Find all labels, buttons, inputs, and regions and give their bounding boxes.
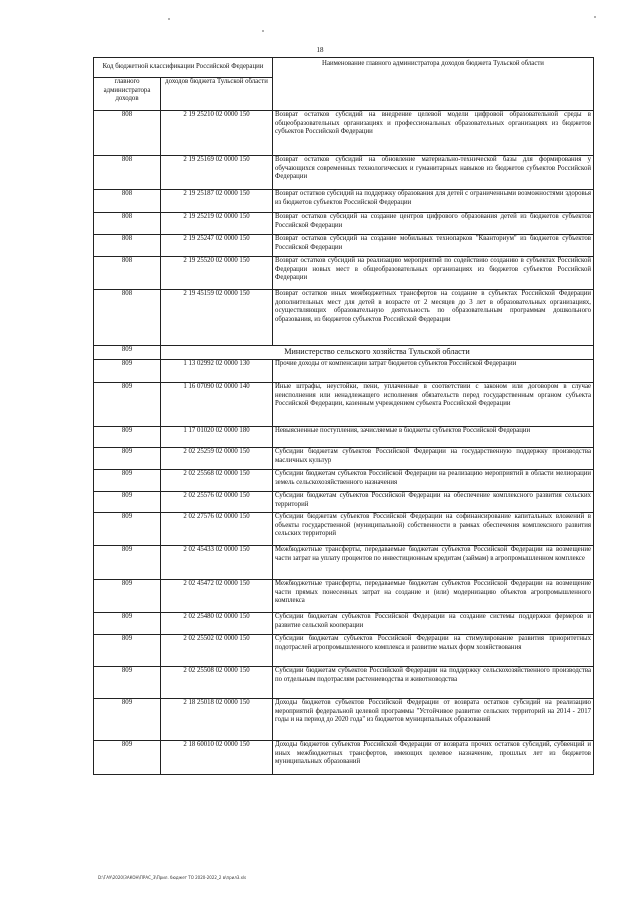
description-cell: Возврат остатков субсидий на создание мобильных технопарков "Кванториум" из бюджетов субъектов Российской Федерации bbox=[273, 235, 594, 257]
income-code-cell: 2 18 25018 02 0000 150 bbox=[161, 699, 273, 741]
ministry-heading-row bbox=[94, 346, 594, 360]
admin-code-cell: 808 bbox=[94, 235, 161, 257]
income-code-cell: 1 16 07090 02 0000 140 bbox=[161, 383, 273, 427]
table-row bbox=[94, 213, 594, 235]
income-code-cell: 2 02 25480 02 0000 150 bbox=[161, 613, 273, 635]
scan-speck bbox=[594, 16, 596, 18]
ministry-name-cell: Министерство сельского хозяйства Тульской области bbox=[161, 346, 594, 360]
description-cell: Возврат остатков субсидий на реализацию мероприятий по содействию созданию в субъектах Российской Федерации новых мест в общеобразовательных организациях из бюджетов субъектов Российской Федерации bbox=[273, 257, 594, 290]
name-column-header: Наименование главного администратора доходов бюджета Тульской области bbox=[273, 58, 594, 111]
admin-code-cell: 809 bbox=[94, 613, 161, 635]
income-code-cell: 2 02 45472 02 0000 150 bbox=[161, 580, 273, 613]
income-code-cell: 2 19 25520 02 0000 150 bbox=[161, 257, 273, 290]
table-row bbox=[94, 667, 594, 699]
admin-code-cell: 808 bbox=[94, 257, 161, 290]
file-path-footer: D:\ГАУ\2020\ЗАКОН\ПРАС_3\Прил. бюджет ТО 2020-2022_2 в\прил3.xls bbox=[98, 875, 247, 880]
description-cell: Возврат остатков субсидий на создание центров цифрового образования детей из бюджетов субъектов Российской Федерации bbox=[273, 213, 594, 235]
income-code-cell: 2 02 25508 02 0000 150 bbox=[161, 667, 273, 699]
table-row bbox=[94, 360, 594, 383]
admin-code-cell: 808 bbox=[94, 190, 161, 213]
description-cell: Возврат остатков субсидий на обновление материально-технической базы для формирования у обучающихся современных технологических и гуманитарных навыков из бюджетов субъектов Российской Федерации bbox=[273, 156, 594, 190]
table-row bbox=[94, 290, 594, 346]
admin-code-cell: 809 bbox=[94, 699, 161, 741]
description-cell: Доходы бюджетов субъектов Российской Федерации от возврата прочих остатков субсидий, субвенций и иных межбюджетных трансфертов, имеющих целевое назначение, прошлых лет из бюджетов муниципальных образований bbox=[273, 741, 594, 775]
table-row bbox=[94, 513, 594, 546]
page-number: 18 bbox=[316, 46, 324, 54]
income-code-cell: 2 02 25259 02 0000 150 bbox=[161, 448, 273, 470]
table-row bbox=[94, 235, 594, 257]
description-cell: Доходы бюджетов субъектов Российской Федерации от возврата остатков субсидий на реализацию мероприятий федеральной целевой программы "Устойчивое развитие сельских территорий на 2014 - 2017 годы и на период до 2020 года" из бюджетов муниципальных образований bbox=[273, 699, 594, 741]
table-row bbox=[94, 492, 594, 513]
description-cell: Межбюджетные трансферты, передаваемые бюджетам субъектов Российской Федерации на возмещение части прямых понесенных затрат на создание и (или) модернизацию объектов агропромышленного комплекса bbox=[273, 580, 594, 613]
admin-code-cell: 809 bbox=[94, 741, 161, 775]
description-cell: Субсидии бюджетам субъектов Российской Федерации на государственную поддержку производства масличных культур bbox=[273, 448, 594, 470]
income-code-cell: 2 18 60010 02 0000 150 bbox=[161, 741, 273, 775]
admin-code-cell: 808 bbox=[94, 213, 161, 235]
description-cell: Возврат остатков иных межбюджетных трансфертов на создание в субъектах Российской Федерации дополнительных мест для детей в возрасте от 2 месяцев до 3 лет в образовательных организациях, осуществляющих образовательную деятельность по образовательным программам дошкольного образования, из бюджетов субъектов Российской Федерации bbox=[273, 290, 594, 346]
admin-code-cell: 809 bbox=[94, 427, 161, 448]
description-cell: Субсидии бюджетам субъектов Российской Федерации на реализацию мероприятий в области мелиорации земель сельскохозяйственного назначения bbox=[273, 470, 594, 492]
income-code-cell: 2 19 25187 02 0000 150 bbox=[161, 190, 273, 213]
admin-code-cell: 809 bbox=[94, 667, 161, 699]
income-code-cell: 2 02 45433 02 0000 150 bbox=[161, 546, 273, 580]
description-cell: Субсидии бюджетам субъектов Российской Федерации на софинансирование капитальных вложений в объекты государственной (муниципальной) собственности в рамках обеспечения комплексного развития сельских территорий bbox=[273, 513, 594, 546]
description-cell: Субсидии бюджетам субъектов Российской Федерации на поддержку сельскохозяйственного производства по отдельным подотраслям растениеводства и животноводства bbox=[273, 667, 594, 699]
table-row bbox=[94, 635, 594, 667]
description-cell: Прочие доходы от компенсации затрат бюджетов субъектов Российской Федерации bbox=[273, 360, 594, 383]
description-cell: Субсидии бюджетам субъектов Российской Федерации на создание системы поддержки фермеров и развитие сельской кооперации bbox=[273, 613, 594, 635]
budget-classification-table bbox=[93, 57, 594, 775]
income-code-cell: 1 17 01020 02 0000 180 bbox=[161, 427, 273, 448]
description-cell: Возврат остатков субсидий на внедрение целевой модели цифровой образовательной среды в общеобразовательных организациях и профессиональных образовательных организациях из бюджетов субъектов Российской Федерации bbox=[273, 111, 594, 156]
table-row bbox=[94, 613, 594, 635]
table-row bbox=[94, 111, 594, 156]
description-cell: Межбюджетные трансферты, передаваемые бюджетам субъектов Российской Федерации на возмещение части затрат на уплату процентов по инвестиционным кредитам (займам) в агропромышленном комплексе bbox=[273, 546, 594, 580]
income-code-cell: 2 02 25576 02 0000 150 bbox=[161, 492, 273, 513]
admin-code-cell: 809 bbox=[94, 383, 161, 427]
admin-code-cell: 808 bbox=[94, 156, 161, 190]
admin-code-cell: 809 bbox=[94, 635, 161, 667]
description-cell: Субсидии бюджетам субъектов Российской Федерации на стимулирование развития приоритетных подотраслей агропромышленного комплекса и развитие малых форм хозяйствования bbox=[273, 635, 594, 667]
income-code-cell: 2 19 25219 02 0000 150 bbox=[161, 213, 273, 235]
admin-code-cell: 808 bbox=[94, 111, 161, 156]
description-cell: Возврат остатков субсидий на поддержку образования для детей с ограниченными возможностями здоровья из бюджетов субъектов Российской Федерации bbox=[273, 190, 594, 213]
table-row bbox=[94, 190, 594, 213]
table-row bbox=[94, 448, 594, 470]
admin-code-cell: 809 bbox=[94, 580, 161, 613]
description-cell: Иные штрафы, неустойки, пени, уплаченные в соответствии с законом или договором в случае неисполнения или ненадлежащего исполнения обязательств перед государственным органом субъекта Российской Федерации, казенным учреждением субъекта Российской Федерации bbox=[273, 383, 594, 427]
table-row bbox=[94, 580, 594, 613]
income-code-cell: 2 02 25568 02 0000 150 bbox=[161, 470, 273, 492]
table-row bbox=[94, 470, 594, 492]
income-code-cell: 1 13 02992 02 0000 130 bbox=[161, 360, 273, 383]
income-code-cell: 2 19 25169 02 0000 150 bbox=[161, 156, 273, 190]
table-row bbox=[94, 257, 594, 290]
description-cell: Невыясненные поступления, зачисляемые в бюджеты субъектов Российской Федерации bbox=[273, 427, 594, 448]
table-row bbox=[94, 427, 594, 448]
table-row bbox=[94, 546, 594, 580]
admin-code-cell: 809 bbox=[94, 360, 161, 383]
admin-code-cell: 808 bbox=[94, 290, 161, 346]
admin-code-cell: 809 bbox=[94, 492, 161, 513]
scan-speck bbox=[168, 18, 170, 20]
income-code-cell: 2 02 27576 02 0000 150 bbox=[161, 513, 273, 546]
income-code-cell: 2 19 25247 02 0000 150 bbox=[161, 235, 273, 257]
table-row bbox=[94, 741, 594, 775]
income-column-header: доходов бюджета Тульской области bbox=[161, 78, 273, 111]
admin-code-cell: 809 bbox=[94, 546, 161, 580]
scan-speck bbox=[262, 30, 264, 32]
income-code-cell: 2 19 45159 02 0000 150 bbox=[161, 290, 273, 346]
admin-code-cell: 809 bbox=[94, 346, 161, 360]
table-row bbox=[94, 383, 594, 427]
table-row bbox=[94, 156, 594, 190]
table-body bbox=[94, 111, 594, 775]
admin-code-cell: 809 bbox=[94, 513, 161, 546]
income-code-cell: 2 19 25210 02 0000 150 bbox=[161, 111, 273, 156]
admin-code-cell: 809 bbox=[94, 448, 161, 470]
code-group-header: Код бюджетной классификации Российской Федерации bbox=[94, 58, 273, 78]
admin-code-cell: 809 bbox=[94, 470, 161, 492]
income-code-cell: 2 02 25502 02 0000 150 bbox=[161, 635, 273, 667]
table-row bbox=[94, 699, 594, 741]
description-cell: Субсидии бюджетам субъектов Российской Федерации на обеспечение комплексного развития сельских территорий bbox=[273, 492, 594, 513]
admin-column-header: главного администратора доходов bbox=[94, 78, 161, 111]
